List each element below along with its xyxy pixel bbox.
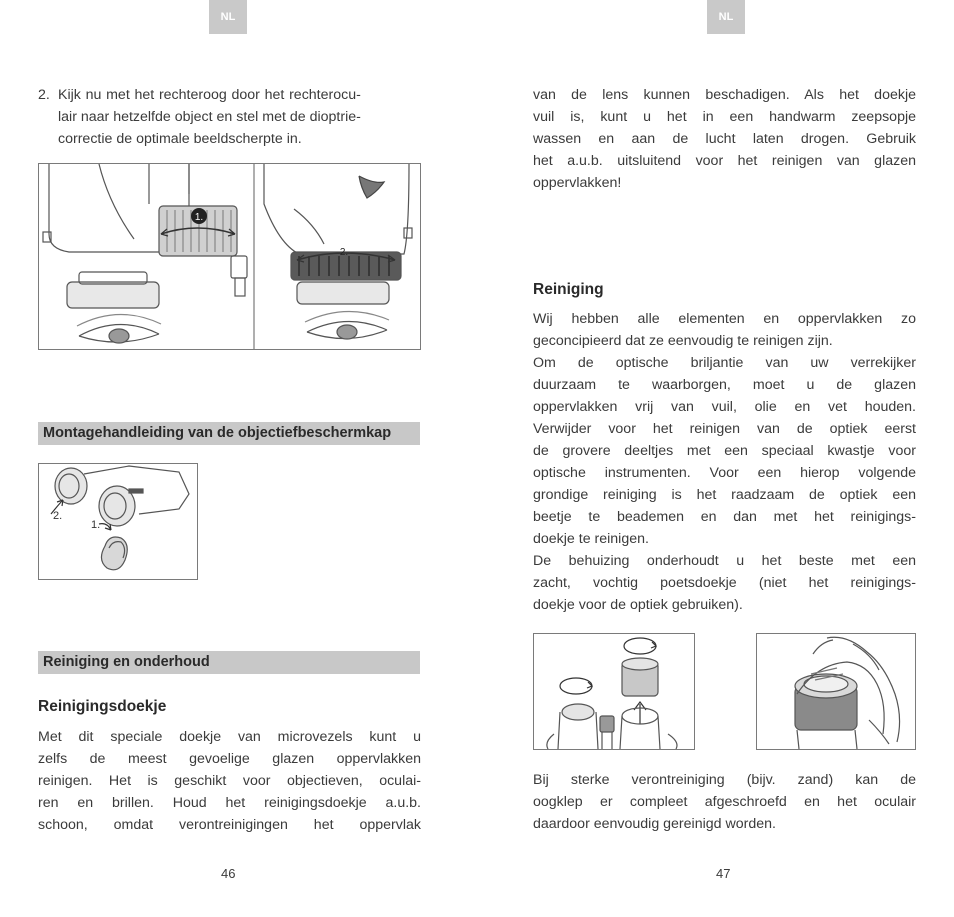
- page-number-left: 46: [221, 866, 236, 881]
- text-line: De behuizing onderhoudt u het beste met een: [533, 553, 916, 569]
- text-line: schoon, omdat verontreinigingen het oppervlak: [38, 817, 421, 833]
- text-line: oogklep er compleet afgeschroefd en het oculair: [533, 794, 916, 810]
- diopter-adjustment-figure: [38, 163, 421, 350]
- step-1-marker: 1.: [194, 212, 204, 223]
- text-line: zacht, vochtig poetsdoekje (niet het reinigings-: [533, 575, 916, 591]
- text-line: oppervlakken!: [533, 175, 622, 191]
- text-line: daardoor eenvoudig gereinigd worden.: [533, 816, 776, 832]
- text-line: reinigen. Het is geschikt voor objectieven, oculai-: [38, 773, 421, 789]
- text-line: beetje te beademen en dan met het reinigings-: [533, 509, 916, 525]
- text-line: optische instrumenten. Voor een hierop volgende: [533, 465, 916, 481]
- step-2-label: 2.: [53, 510, 63, 522]
- page-number-right: 47: [716, 866, 731, 881]
- text-line: wassen en aan de lucht laten drogen. Gebruik: [533, 131, 916, 147]
- objective-cap-illustration: [39, 464, 197, 579]
- text-line: grondige reiniging is het raadzaam de optiek een: [533, 487, 916, 503]
- text-line: Om de optische briljantie van uw verrekijker: [533, 355, 916, 371]
- step-1-label: 1.: [91, 519, 101, 531]
- text-line: van de lens kunnen beschadigen. Als het doekje: [533, 87, 916, 103]
- text-line: doekje voor de optiek gebruiken).: [533, 597, 743, 613]
- cleaning-cloth-continued: [533, 84, 916, 194]
- text-line: zelfs de meest gevoelige glazen oppervlakken: [38, 751, 421, 767]
- text-line: Kijk nu met het rechteroog door het rechterocu-: [58, 87, 361, 103]
- eyecup-removal-figure: [533, 633, 695, 750]
- text-line: het a.u.b. uitsluitend voor het reinigen van glazen: [533, 153, 916, 169]
- eyecup-removal-illustration: [534, 634, 694, 749]
- text-line: Wij hebben alle elementen en oppervlakken zo: [533, 311, 916, 327]
- text-line: Bij sterke verontreiniging (bijv. zand) kan de: [533, 772, 916, 788]
- final-paragraph: [533, 769, 916, 835]
- language-tab-left: NL: [209, 0, 247, 34]
- text-line: Verwijder voor het reinigen van de optiek eerst: [533, 421, 916, 437]
- section-header-montage: Montagehandleiding van de objectiefbeschermkap: [38, 422, 420, 445]
- text-line: oppervlakken vrij van vuil, olie en vet houden.: [533, 399, 916, 415]
- text-line: correctie de optimale beeldscherpte in.: [58, 131, 302, 147]
- language-tab-right: NL: [707, 0, 745, 34]
- heading-cleaning-cloth: Reinigingsdoekje: [38, 698, 167, 715]
- objective-cap-figure: [38, 463, 198, 580]
- text-line: Met dit speciale doekje van microvezels kunt u: [38, 729, 421, 745]
- binocular-eyepiece-illustration: [39, 164, 420, 349]
- cleaning-cloth-paragraph: [38, 726, 421, 836]
- text-line: duurzaam te waarborgen, moet u de glazen: [533, 377, 916, 393]
- step-2-marker: 2.: [339, 247, 349, 258]
- step-2-instruction: [38, 84, 422, 150]
- text-line: vuil is, kunt u het in een handwarm zeepsopje: [533, 109, 916, 125]
- text-line: doekje te reinigen.: [533, 531, 649, 547]
- text-line: geconcipieerd dat ze eenvoudig te reinigen zijn.: [533, 333, 833, 349]
- eyepiece-cleaning-figure: [756, 633, 916, 750]
- text-line: ren en brillen. Houd het reinigingsdoekje a.u.b.: [38, 795, 421, 811]
- step-number: 2.: [38, 87, 50, 103]
- heading-cleaning: Reiniging: [533, 281, 604, 298]
- eyepiece-cleaning-illustration: [757, 634, 915, 749]
- section-header-cleaning: Reiniging en onderhoud: [38, 651, 420, 674]
- text-line: lair naar hetzelfde object en stel met de dioptrie-: [58, 109, 361, 125]
- text-line: de grovere deeltjes met een speciaal kwastje voor: [533, 443, 916, 459]
- cleaning-paragraph: [533, 308, 916, 616]
